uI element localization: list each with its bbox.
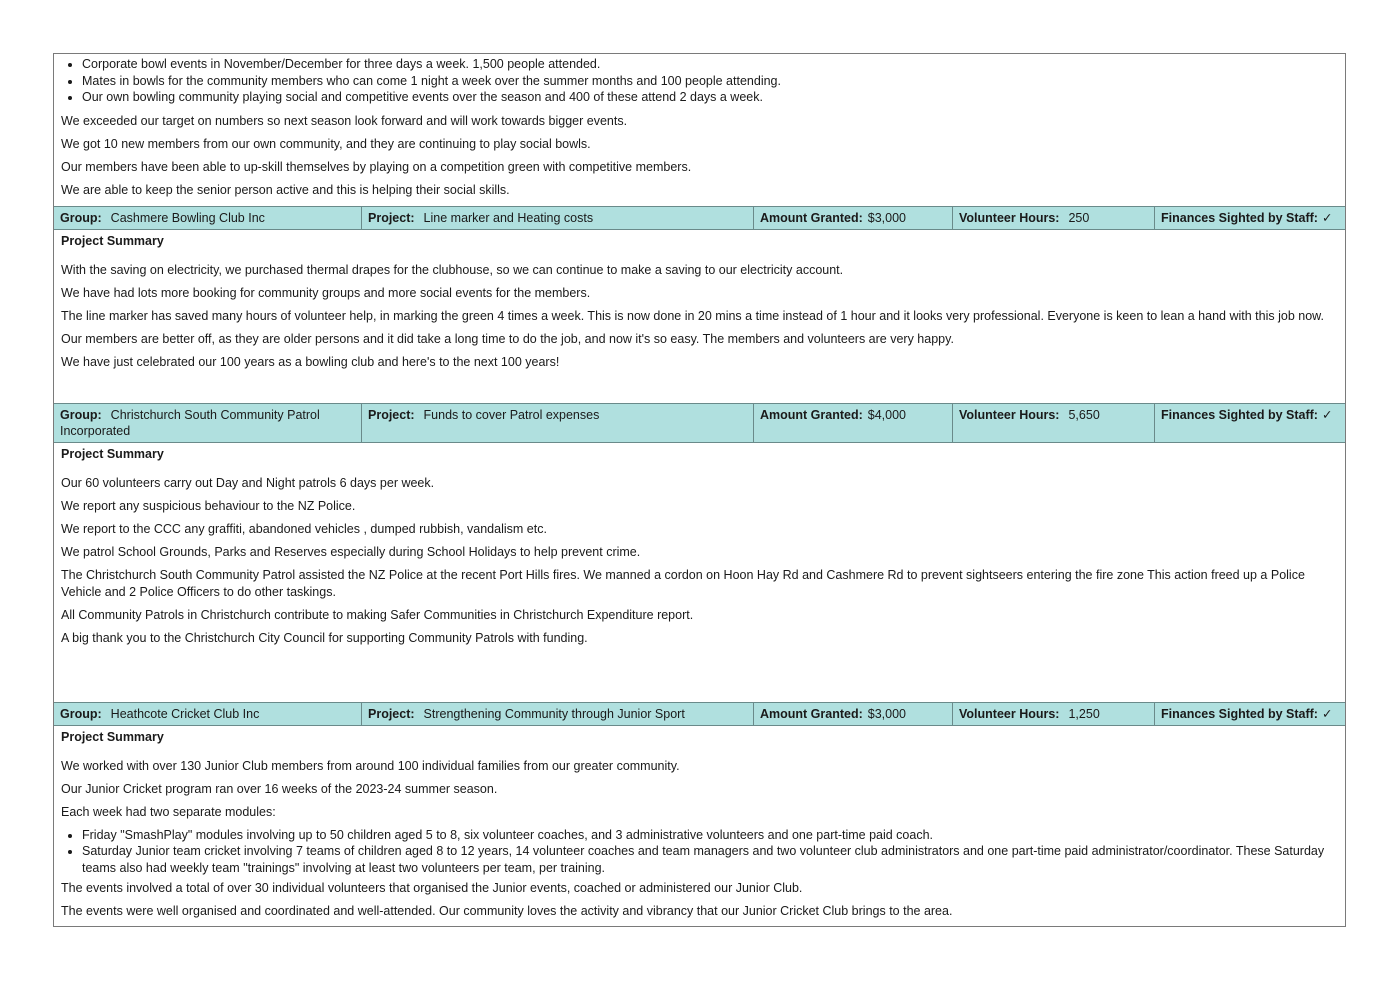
list-item: • Corporate bowl events in November/December for three days a week. 1,500 people attended.	[82, 56, 1337, 73]
hours-cell	[953, 404, 1155, 442]
list-item: • Mates in bowls for the community members who can come 1 night a week over the summer months and 100 people attending.	[82, 73, 1337, 90]
project-label: Project:	[368, 407, 415, 422]
hours-value: 250	[1068, 210, 1090, 225]
paragraph: The line marker has saved many hours of volunteer help, in marking the green 4 times a week. This is now done in 20 mins a time instead of 1 hour and it looks very professional. Everyone is keen to lean a hand with this job now.	[61, 308, 1324, 323]
paragraph: Our 60 volunteers carry out Day and Night patrols 6 days per week.	[61, 475, 435, 490]
paragraph: We have just celebrated our 100 years as a bowling club and here's to the next 100 years!	[61, 354, 560, 369]
finances-label: Finances Sighted by Staff:	[1161, 407, 1318, 422]
amount-label: Amount Granted:	[760, 407, 863, 422]
hours-label: Volunteer Hours:	[959, 210, 1060, 225]
group-cell	[54, 207, 362, 229]
hours-label: Volunteer Hours:	[959, 706, 1060, 721]
amount-value: $4,000	[867, 407, 907, 422]
amount-label: Amount Granted:	[760, 706, 863, 721]
paragraph: The events were well organised and coordinated and well-attended. Our community loves the activity and vibrancy that our Junior Cricket Club brings to the area.	[61, 903, 953, 918]
group-label: Group:	[60, 210, 102, 225]
finances-label: Finances Sighted by Staff:	[1161, 210, 1318, 225]
group-name: Christchurch South Community Patrol Incorporated	[60, 407, 320, 438]
paragraph: The events involved a total of over 30 individual volunteers that organised the Junior events, coached or administered our Junior Club.	[61, 880, 803, 895]
paragraph: A big thank you to the Christchurch City Council for supporting Community Patrols with funding.	[61, 630, 588, 645]
group-name: Heathcote Cricket Club Inc	[110, 706, 260, 721]
check-icon: ✓	[1321, 210, 1333, 225]
paragraph: We have had lots more booking for community groups and more social events for the members.	[61, 285, 591, 300]
module-bullet-list	[61, 827, 1337, 877]
report-table	[53, 53, 1346, 927]
project-cell	[362, 207, 754, 229]
finances-cell	[1155, 207, 1345, 229]
project-cell	[362, 703, 754, 725]
summary-heading: Project Summary	[61, 233, 164, 248]
paragraph: We worked with over 130 Junior Club members from around 100 individual families from our greater community.	[61, 758, 680, 773]
group-label: Group:	[60, 407, 102, 422]
intro-bullet-list	[61, 56, 1337, 106]
hours-value: 1,250	[1068, 706, 1100, 721]
finances-label: Finances Sighted by Staff:	[1161, 706, 1318, 721]
paragraph: Our Junior Cricket program ran over 16 weeks of the 2023-24 summer season.	[61, 781, 498, 796]
check-icon: ✓	[1321, 706, 1333, 721]
summary-heading: Project Summary	[61, 446, 164, 461]
paragraph: We are able to keep the senior person active and this is helping their social skills.	[61, 182, 510, 197]
paragraph: All Community Patrols in Christchurch contribute to making Safer Communities in Christchurch Expenditure report.	[61, 607, 694, 622]
paragraph: Our members have been able to up-skill themselves by playing on a competition green with competitive members.	[61, 159, 692, 174]
hours-label: Volunteer Hours:	[959, 407, 1060, 422]
group-label: Group:	[60, 706, 102, 721]
group-cell	[54, 703, 362, 725]
group-name: Cashmere Bowling Club Inc	[110, 210, 265, 225]
amount-cell	[754, 404, 953, 442]
group-cell	[54, 404, 362, 442]
project-label: Project:	[368, 706, 415, 721]
entry-header	[54, 702, 1345, 726]
amount-value: $3,000	[867, 706, 907, 721]
entry-header	[54, 403, 1345, 443]
paragraph: We report any suspicious behaviour to the NZ Police.	[61, 498, 356, 513]
entry-header	[54, 206, 1345, 230]
check-icon: ✓	[1321, 407, 1333, 422]
paragraph: We exceeded our target on numbers so next season look forward and will work towards bigger events.	[61, 113, 628, 128]
entry-body	[54, 230, 1345, 403]
finances-cell	[1155, 404, 1345, 442]
project-name: Strengthening Community through Junior Sport	[423, 706, 685, 721]
finances-cell	[1155, 703, 1345, 725]
hours-cell	[953, 703, 1155, 725]
paragraph: Each week had two separate modules:	[61, 804, 276, 819]
project-name: Line marker and Heating costs	[423, 210, 594, 225]
hours-value: 5,650	[1068, 407, 1100, 422]
amount-cell	[754, 703, 953, 725]
entry-body	[54, 443, 1345, 702]
paragraph: The Christchurch South Community Patrol assisted the NZ Police at the recent Port Hills fires. We manned a cordon on Hoon Hay Rd and Cashmere Rd to prevent sightseers entering the fire zone This action freed up a Police Vehicle and 2 Police Officers to do other taskings.	[61, 567, 1305, 599]
project-label: Project:	[368, 210, 415, 225]
amount-cell	[754, 207, 953, 229]
list-item: • Our own bowling community playing social and competitive events over the season and 400 of these attend 2 days a week.	[82, 89, 1337, 106]
amount-value: $3,000	[867, 210, 907, 225]
summary-heading: Project Summary	[61, 729, 164, 744]
paragraph: We report to the CCC any graffiti, abandoned vehicles , dumped rubbish, vandalism etc.	[61, 521, 547, 536]
intro-block	[54, 54, 1345, 204]
paragraph: We patrol School Grounds, Parks and Reserves especially during School Holidays to help prevent crime.	[61, 544, 641, 559]
list-item: • Friday "SmashPlay" modules involving up to 50 children aged 5 to 8, six volunteer coaches, and 3 administrative volunteers and one part-time paid coach.	[82, 827, 1337, 844]
list-item: • Saturday Junior team cricket involving 7 teams of children aged 8 to 12 years, 14 volunteer coaches and team managers and two volunteer club administrators and one part-time paid administrator/coordinator. These Saturday teams also had weekly team "trainings" involving at least two volunteers per team, per training.	[82, 843, 1337, 876]
paragraph: Our members are better off, as they are older persons and it did take a long time to do the job, and now it's so easy. The members and volunteers are very happy.	[61, 331, 954, 346]
hours-cell	[953, 207, 1155, 229]
paragraph: We got 10 new members from our own community, and they are continuing to play social bowls.	[61, 136, 591, 151]
paragraph: With the saving on electricity, we purchased thermal drapes for the clubhouse, so we can continue to make a saving to our electricity account.	[61, 262, 844, 277]
project-name: Funds to cover Patrol expenses	[423, 407, 600, 422]
project-cell	[362, 404, 754, 442]
entry-body	[54, 726, 1345, 926]
amount-label: Amount Granted:	[760, 210, 863, 225]
